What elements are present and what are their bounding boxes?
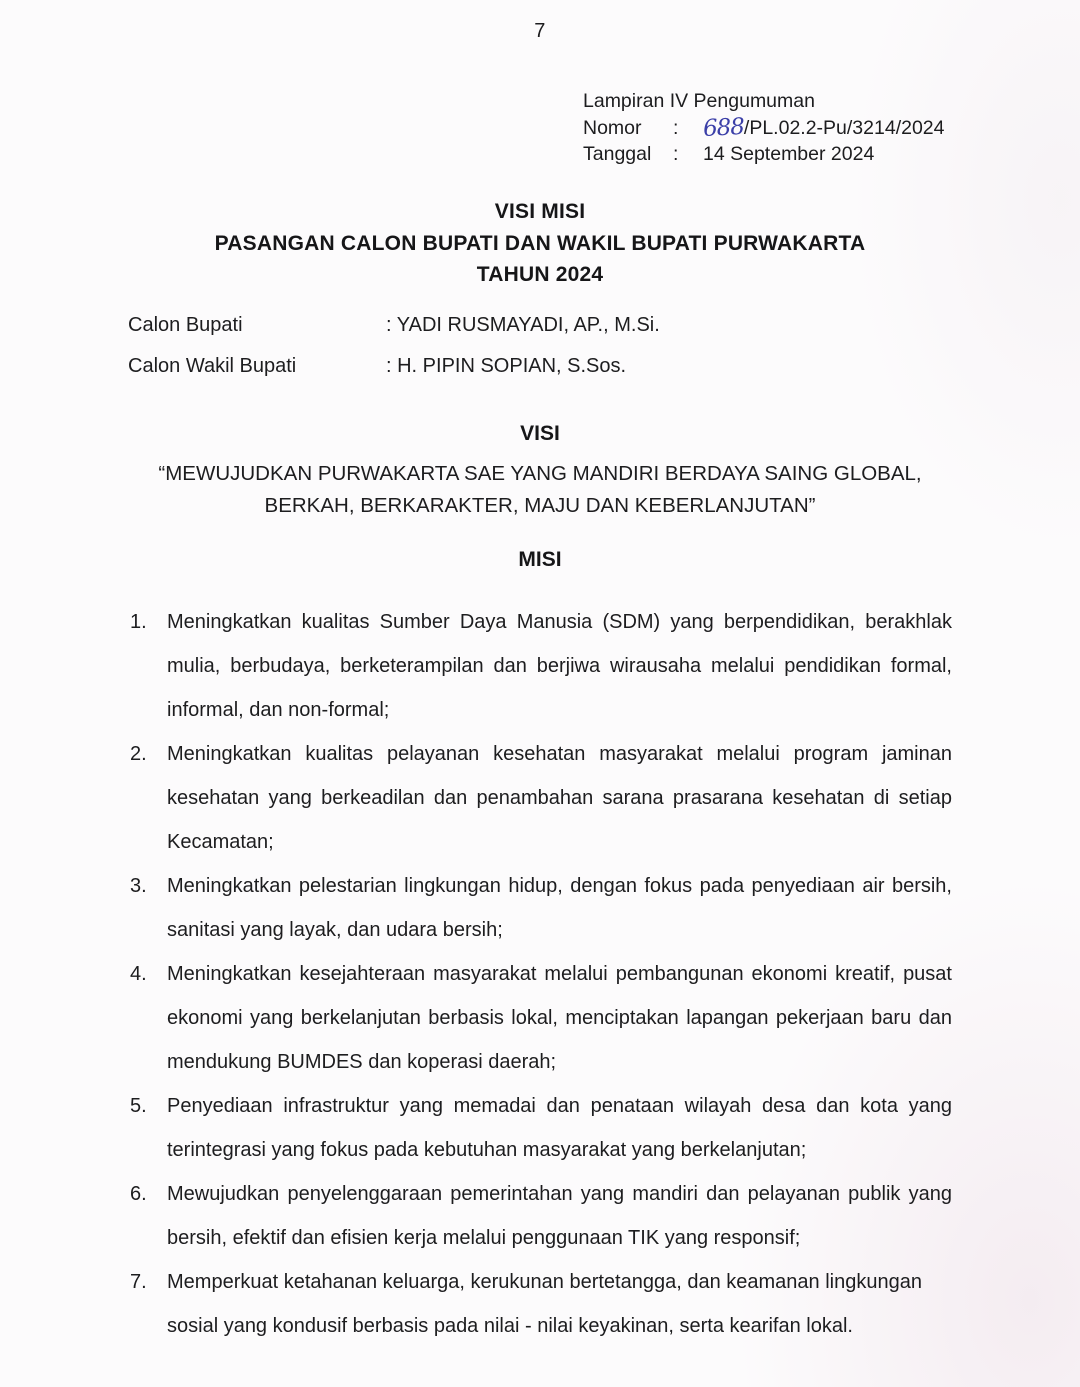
misi-list (130, 600, 952, 1348)
misi-item-text: Meningkatkan kualitas Sumber Daya Manusia (SDM) yang berpendidikan, berakhlak mulia, berbudaya, berketerampilan dan berjiwa wirausaha melalui pendidikan formal, informal, dan non-formal; (167, 611, 952, 721)
lampiran-nomor-row (583, 114, 945, 141)
tanggal-value: 14 September 2024 (703, 143, 875, 165)
misi-item (130, 864, 952, 952)
candidate-row-bupati (128, 314, 950, 355)
misi-item-text: Penyediaan infrastruktur yang memadai dan penataan wilayah desa dan kota yang terintegrasi yang fokus pada kebutuhan masyarakat yang berkelanjutan; (167, 1095, 952, 1161)
misi-item-number: 7. (130, 1271, 147, 1293)
misi-item-text: Meningkatkan kualitas pelayanan kesehatan masyarakat melalui program jaminan kesehatan yang berkeadilan dan penambahan sarana prasarana kesehatan di setiap Kecamatan; (167, 743, 952, 853)
lampiran-tanggal-row (583, 141, 945, 167)
candidate-label: Calon Wakil Bupati (128, 355, 297, 377)
misi-item (130, 600, 952, 732)
document-title (0, 196, 1080, 291)
candidate-section (128, 314, 950, 396)
candidate-name: : YADI RUSMAYADI, AP., M.Si. (386, 314, 660, 336)
candidate-label: Calon Bupati (128, 314, 243, 336)
misi-item (130, 732, 952, 864)
misi-item-text: Meningkatkan kesejahteraan masyarakat melalui pembangunan ekonomi kreatif, pusat ekonomi yang berkelanjutan berbasis lokal, menciptakan lapangan pekerjaan baru dan mendukung BUMDES dan koperasi daerah; (167, 963, 952, 1073)
misi-item-number: 4. (130, 963, 147, 985)
misi-item (130, 1172, 952, 1260)
misi-item-text: Meningkatkan pelestarian lingkungan hidup, dengan fokus pada penyediaan air bersih, sanitasi yang layak, dan udara bersih; (167, 875, 952, 941)
nomor-handwritten-number: 688 (702, 113, 745, 143)
misi-item-number: 1. (130, 611, 147, 633)
misi-item-number: 5. (130, 1095, 147, 1117)
candidate-name: : H. PIPIN SOPIAN, S.Sos. (386, 355, 627, 377)
title-line-2: PASANGAN CALON BUPATI DAN WAKIL BUPATI PURWAKARTA (214, 231, 866, 255)
tanggal-colon: : (673, 143, 679, 165)
misi-item (130, 952, 952, 1084)
misi-item-text: Mewujudkan penyelenggaraan pemerintahan yang mandiri dan pelayanan publik yang bersih, efektif dan efisien kerja melalui penggunaan TIK yang responsif; (167, 1183, 952, 1249)
nomor-label: Nomor (583, 117, 642, 139)
nomor-colon: : (673, 117, 679, 139)
misi-item-number: 3. (130, 875, 147, 897)
nomor-value (703, 114, 945, 141)
misi-item (130, 1084, 952, 1172)
misi-item-number: 2. (130, 743, 147, 765)
candidate-row-wakil-bupati (128, 355, 950, 396)
lampiran-header (583, 88, 945, 167)
lampiran-title: Lampiran IV Pengumuman (583, 90, 815, 112)
nomor-printed-part: /PL.02.2-Pu/3214/2024 (743, 117, 945, 139)
title-line-3: TAHUN 2024 (476, 263, 604, 286)
title-line-1: VISI MISI (494, 200, 586, 223)
misi-heading: MISI (518, 548, 562, 571)
tanggal-label: Tanggal (583, 143, 652, 165)
lampiran-line-1 (583, 88, 945, 114)
misi-item-number: 6. (130, 1183, 147, 1205)
misi-item-text: Memperkuat ketahanan keluarga, kerukunan bertetangga, dan keamanan lingkungan sosial yang kondusif berbasis pada nilai - nilai keyakinan, serta kearifan lokal. (167, 1271, 922, 1337)
misi-item (130, 1260, 952, 1348)
visi-statement: “MEWUJUDKAN PURWAKARTA SAE YANG MANDIRI BERDAYA SAING GLOBAL, BERKAH, BERKARAKTER, MAJU DAN KEBERLANJUTAN” (158, 462, 922, 517)
page-number: 7 (534, 20, 546, 42)
visi-heading: VISI (520, 422, 560, 445)
